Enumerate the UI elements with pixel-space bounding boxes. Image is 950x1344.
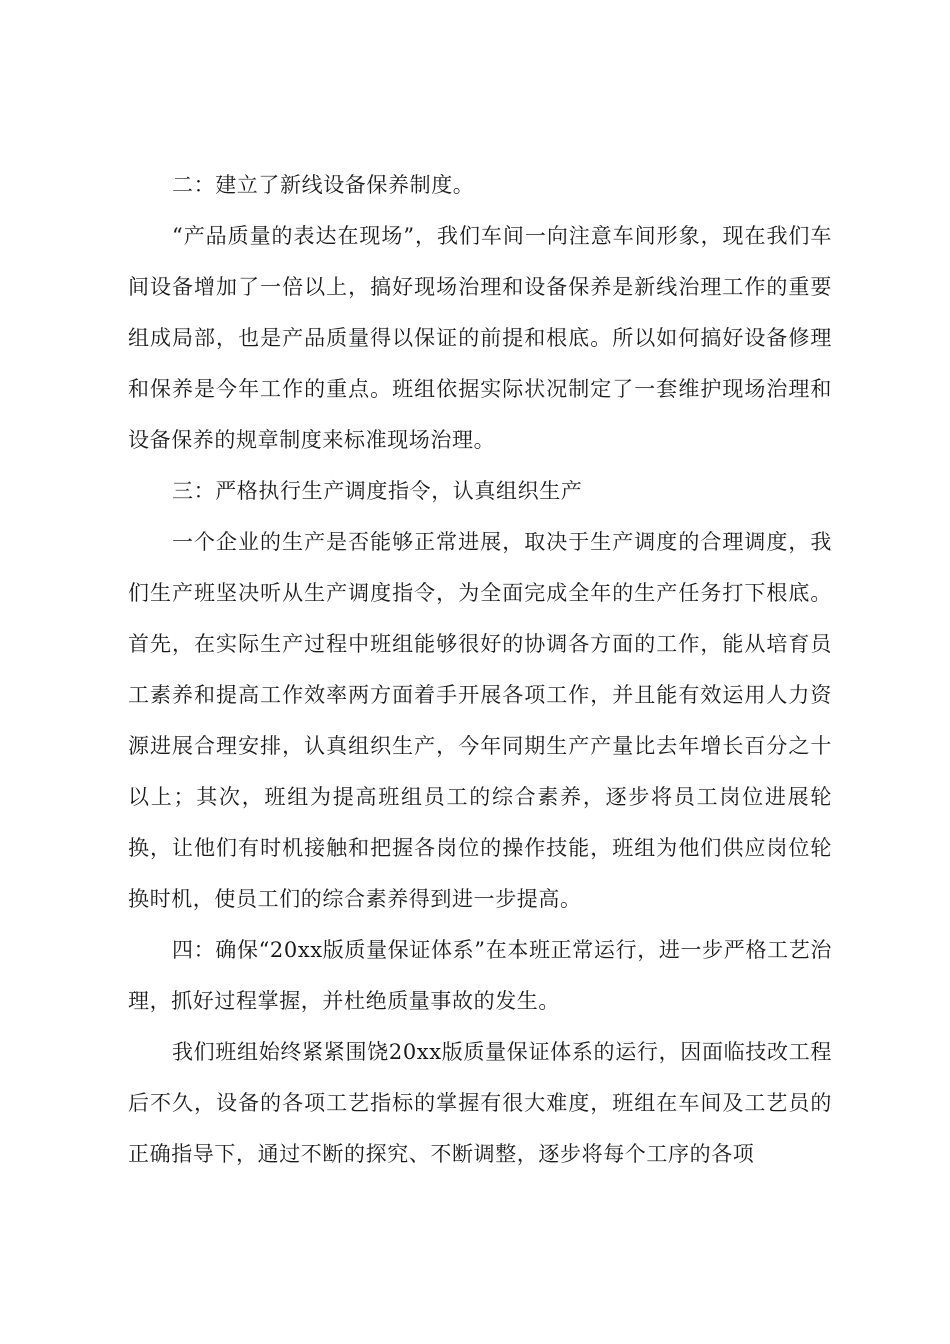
document-body [128,160,832,1180]
section-paragraph-3: 一个企业的生产是否能够正常进展，取决于生产调度的合理调度，我们生产班坚决听从生产调度指令，为全面完成全年的生产任务打下根底。首先，在实际生产过程中班组能够很好的协调各方面的工作，能从培育员工素养和提高工作效率两方面着手开展各项工作，并且能有效运用人力资源进展合理安排，认真组织生产，今年同期生产产量比去年增长百分之十以上；其次，班组为提高班组员工的综合素养，逐步将员工岗位进展轮换，让他们有时机接触和把握各岗位的操作技能，班组为他们供应岗位轮换时机，使员工们的综合素养得到进一步提高。 [128,530,832,911]
section-heading-2: 二：建立了新线设备保养制度。 [172,173,475,197]
section-paragraph-2: “产品质量的表达在现场”，我们车间一向注意车间形象，现在我们车间设备增加了一倍以上，搞好现场治理和设备保养是新线治理工作的重要组成局部，也是产品质量得以保证的前提和根底。所以如何搞好设备修理和保养是今年工作的重点。班组依据实际状况制定了一套维护现场治理和设备保养的规章制度来标准现场治理。 [128,224,832,452]
section-heading-4: 四：确保“20xx版质量保证体系”在本班正常运行，进一步严格工艺治理，抓好过程掌握，并杜绝质量事故的发生。 [128,938,832,1013]
section-paragraph-4: 我们班组始终紧紧围饶20xx版质量保证体系的运行，因面临技改工程后不久，设备的各项工艺指标的掌握有很大难度，班组在车间及工艺员的正确指导下，通过不断的探究、不断调整，逐步将每个工序的各项 [128,1040,832,1166]
section-heading-3: 三：严格执行生产调度指令，认真组织生产 [172,479,583,503]
